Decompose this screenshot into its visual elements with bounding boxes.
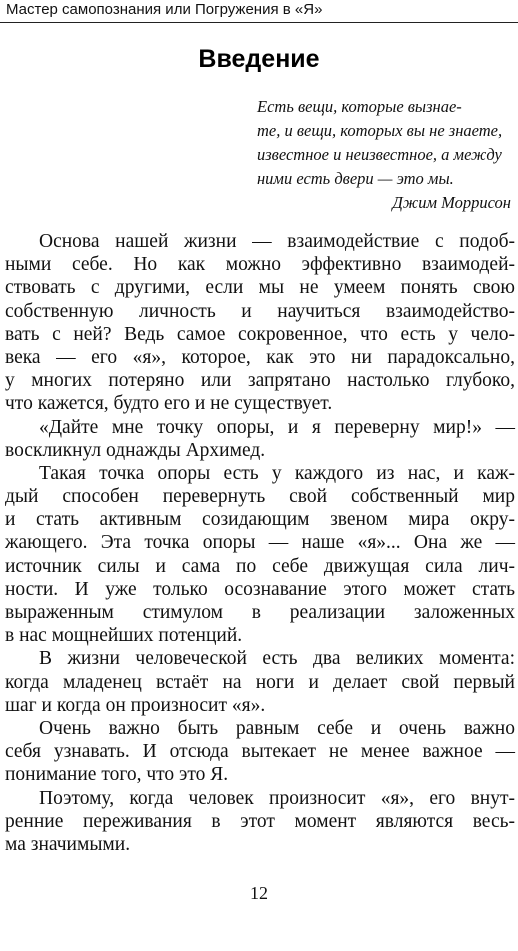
text-line: в нас мощнейших потенций. — [5, 625, 243, 647]
text-line: В жизни человеческой есть два великих момента: — [39, 648, 515, 670]
paragraph — [5, 416, 515, 462]
paragraph — [5, 787, 515, 857]
text-line: воскликнул однажды Архимед. — [5, 439, 266, 461]
text-line: ствовать с другими, если мы не умеем понять свою — [5, 277, 515, 299]
epigraph — [257, 95, 511, 215]
page-number: 12 — [250, 883, 268, 903]
text-line: дый способен перевернуть свой собственный мир — [5, 486, 515, 508]
text-line: когда младенец встаёт на ноги и делает свой первый — [5, 671, 515, 693]
text-line: выраженным стимулом в реализации заложенных — [5, 602, 515, 623]
epigraph-line: те, и вещи, которых вы не знаете, — [257, 121, 503, 140]
text-line: собственную личность и научиться взаимодейство- — [5, 300, 515, 322]
text-line: Поэтому, когда человек произносит «я», его внут- — [39, 787, 515, 809]
paragraph — [5, 462, 515, 648]
chapter-title: Введение — [198, 45, 320, 73]
text-line: ма значимыми. — [5, 833, 131, 855]
text-line: века — его «я», которое, как это ни парадоксально, — [5, 346, 515, 368]
text-line: и стать активным созидающим звеном мира окру- — [5, 509, 515, 531]
header-rule — [0, 22, 518, 23]
text-line: Очень важно быть равным себе и очень важно — [39, 717, 515, 739]
text-line: себя узнавать. И отсюда вытекает не менее важное — — [5, 741, 515, 763]
text-line: у многих потеряно или запрятано настолько глубоко, — [5, 370, 515, 392]
paragraph — [5, 647, 515, 717]
body-text — [5, 230, 515, 856]
text-line: шаг и когда он произносит «я». — [5, 694, 266, 716]
text-line: ренние переживания в этот момент являются весь- — [5, 810, 515, 832]
epigraph-line: ними есть двери — это мы. — [257, 169, 454, 188]
text-line: источник силы и сама по себе движущая сила лич- — [5, 555, 515, 577]
text-line: что кажется, будто его и не существует. — [5, 393, 333, 415]
epigraph-author: Джим Моррисон — [392, 193, 511, 212]
text-line: ности. И уже только осознавание этого может стать — [5, 578, 515, 600]
running-header: Мастер самопознания или Погружения в «Я» — [6, 1, 323, 18]
paragraph — [5, 230, 515, 416]
text-line: Основа нашей жизни — взаимодействие с подоб- — [39, 231, 515, 252]
epigraph-line: известное и неизвестное, а между — [257, 145, 502, 164]
text-line: вать с ней? Ведь самое сокровенное, что есть у чело- — [5, 323, 515, 345]
text-line: «Дайте мне точку опоры, и я переверну мир!» — — [39, 416, 515, 438]
text-line: Такая точка опоры есть у каждого из нас, и каж- — [39, 462, 515, 484]
paragraph — [5, 717, 515, 787]
text-line: ными себе. Но как можно эффективно взаимодей- — [5, 254, 515, 276]
text-line: жающего. Эта точка опоры — наше «я»... Она же — — [5, 532, 515, 554]
text-line: понимание того, что это Я. — [5, 764, 229, 786]
epigraph-line: Есть вещи, которые вызнае- — [257, 97, 462, 116]
